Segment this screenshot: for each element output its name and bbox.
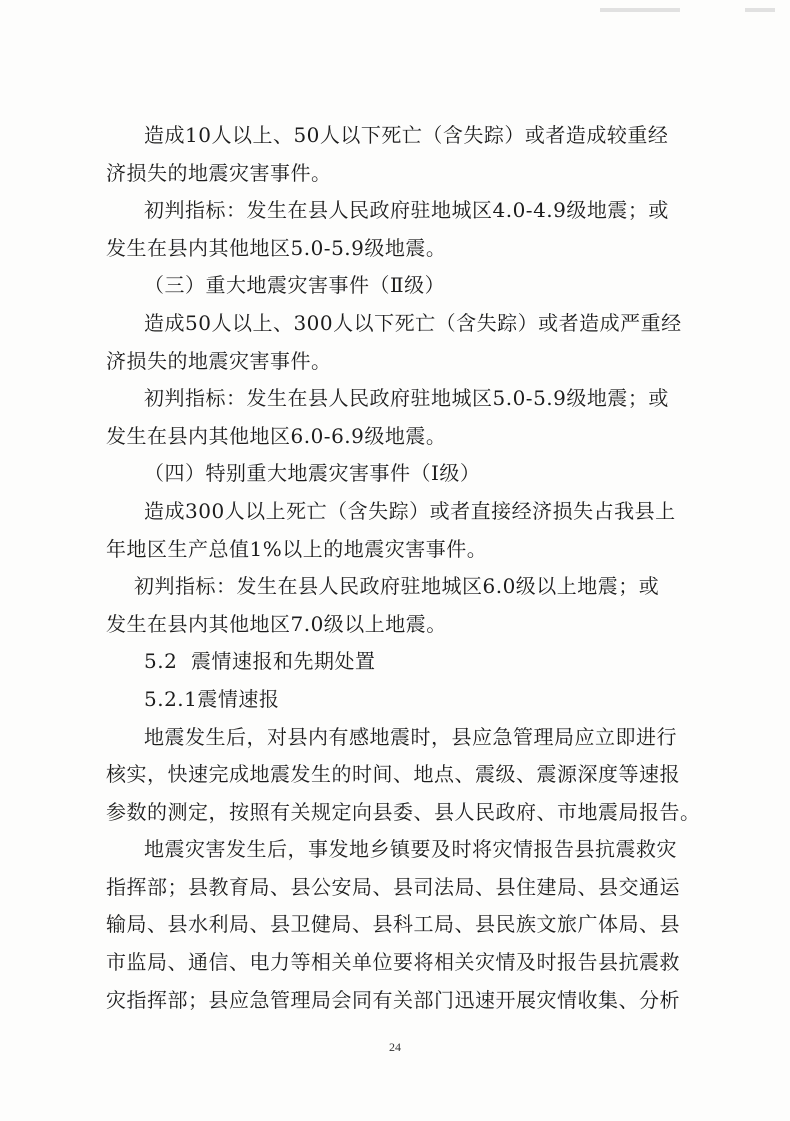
text-line: 初判指标：发生在县人民政府驻地城区4.0-4.9级地震；或 [144,198,669,223]
scan-artifact [600,8,680,12]
text-line: 济损失的地震灾害事件。 [106,160,332,185]
text-line: 初判指标：发生在县人民政府驻地城区6.0级以上地震；或 [134,574,660,599]
text-line: 年地区生产总值1%以上的地震灾害事件。 [106,536,488,561]
text-line: 核实，快速完成地震发生的时间、地点、震级、震源深度等速报 [106,762,680,787]
scan-artifact [745,8,775,12]
section-heading: （三）重大地震灾害事件（Ⅱ级） [144,273,446,298]
section-heading: （四）特别重大地震灾害事件（Ⅰ级） [144,461,481,486]
text-line: 地震灾害发生后，事发地乡镇要及时将灾情报告县抗震救灾 [144,837,677,862]
text-line: 发生在县内其他地区5.0-5.9级地震。 [106,235,447,260]
text-line: 造成50人以上、300人以下死亡（含失踪）或者造成严重经 [144,310,682,335]
text-line: 地震发生后，对县内有感地震时，县应急管理局应立即进行 [144,724,677,749]
text-line: 灾指挥部；县应急管理局会同有关部门迅速开展灾情收集、分析 [106,987,680,1012]
text-line: 济损失的地震灾害事件。 [106,348,332,373]
section-heading: 5.2.1震情速报 [144,686,280,711]
section-heading: 5.2 震情速报和先期处置 [144,649,376,674]
text-line: 指挥部；县教育局、县公安局、县司法局、县住建局、县交通运 [106,874,680,899]
text-line: 发生在县内其他地区7.0级以上地震。 [106,611,447,636]
page-number: 24 [389,1040,401,1054]
text-line: 输局、县水利局、县卫健局、县科工局、县民族文旅广体局、县 [106,912,680,937]
text-line: 市监局、通信、电力等相关单位要将相关灾情及时报告县抗震救 [106,950,680,975]
text-line: 参数的测定，按照有关规定向县委、县人民政府、市地震局报告。 [106,799,701,824]
text-line: 发生在县内其他地区6.0-6.9级地震。 [106,423,447,448]
text-line: 造成10人以上、50人以下死亡（含失踪）或者造成较重经 [144,123,669,147]
text-line: 初判指标：发生在县人民政府驻地城区5.0-5.9级地震；或 [144,386,669,411]
text-line: 造成300人以上死亡（含失踪）或者直接经济损失占我县上 [144,498,676,523]
body-text [106,117,706,1019]
